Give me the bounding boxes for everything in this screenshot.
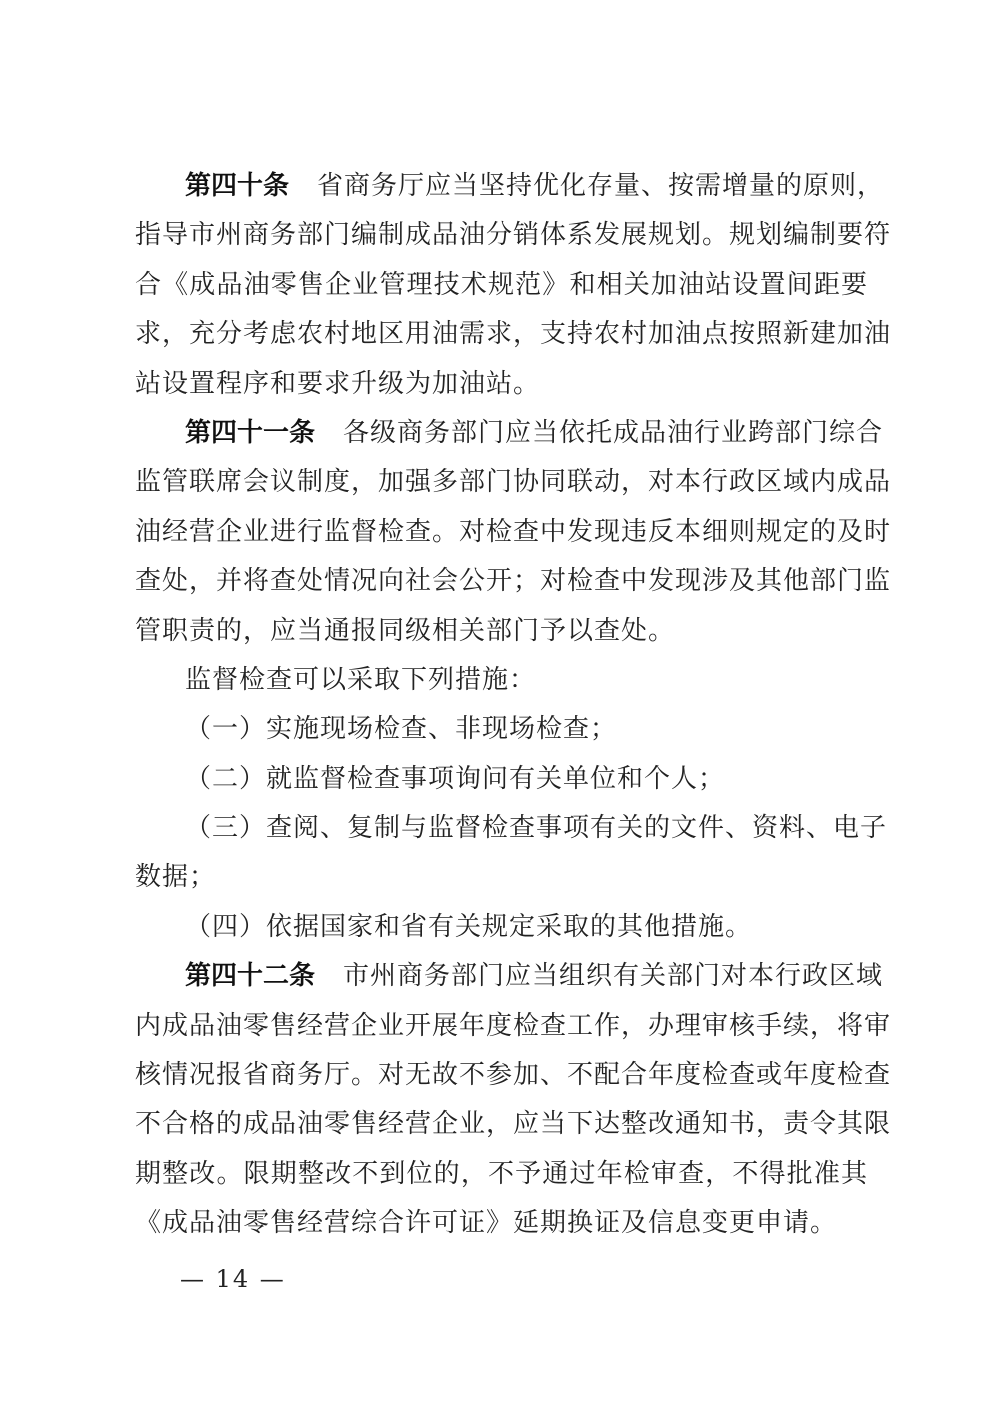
text-line: 站设置程序和要求升级为加油站。 — [135, 368, 541, 399]
article-label: 第四十二条 — [185, 961, 316, 992]
text-line: 期整改。限期整改不到位的，不予通过年检审查，不得批准其 — [135, 1158, 868, 1189]
text-line: 指导市州商务部门编制成品油分销体系发展规划。规划编制要符 — [135, 220, 892, 251]
document-page — [135, 162, 892, 1249]
text-line: 查处，并将查处情况向社会公开；对检查中发现涉及其他部门监 — [135, 566, 892, 597]
text-line — [135, 409, 884, 458]
text-line: 内成品油零售经营企业开展年度检查工作，办理审核手续，将审 — [135, 1010, 892, 1041]
article-label: 第四十一条 — [185, 417, 316, 448]
text-segment: 省商务厅应当坚持优化存量、按需增量的原则， — [317, 171, 885, 201]
text-line: 核情况报省商务厅。对无故不参加、不配合年度检查或年度检查 — [135, 1060, 892, 1091]
measure-item: （四）依据国家和省有关规定采取的其他措施。 — [185, 911, 753, 942]
text-line — [135, 952, 884, 1001]
measure-item-continued: 数据； — [135, 862, 217, 893]
article-42 — [135, 952, 892, 1248]
text-line: 求，充分考虑农村地区用油需求，支持农村加油点按照新建加油 — [135, 319, 892, 350]
text-line — [135, 162, 885, 211]
measures-intro: 监督检查可以采取下列措施： — [185, 664, 537, 695]
article-40 — [135, 162, 892, 409]
article-41 — [135, 409, 892, 952]
text-segment: 市州商务部门应当组织有关部门对本行政区域 — [343, 961, 884, 992]
article-label: 第四十条 — [185, 171, 290, 201]
measure-item: （一）实施现场检查、非现场检查； — [185, 714, 618, 745]
text-line: 管职责的，应当通报同级相关部门予以查处。 — [135, 615, 676, 646]
measure-item: （二）就监督检查事项询问有关单位和个人； — [185, 763, 726, 794]
text-line: 《成品油零售经营综合许可证》延期换证及信息变更申请。 — [135, 1208, 838, 1239]
text-line: 监管联席会议制度，加强多部门协同联动，对本行政区域内成品 — [135, 467, 892, 498]
page-number: — 14 — — [180, 1265, 286, 1293]
text-line: 油经营企业进行监督检查。对检查中发现违反本细则规定的及时 — [135, 516, 892, 547]
measure-item: （三）查阅、复制与监督检查事项有关的文件、资料、电子 — [185, 813, 888, 844]
text-segment: 各级商务部门应当依托成品油行业跨部门综合 — [343, 417, 884, 448]
text-line: 不合格的成品油零售经营企业，应当下达整改通知书，责令其限 — [135, 1109, 892, 1140]
text-line: 合《成品油零售企业管理技术规范》和相关加油站设置间距要 — [135, 269, 868, 300]
